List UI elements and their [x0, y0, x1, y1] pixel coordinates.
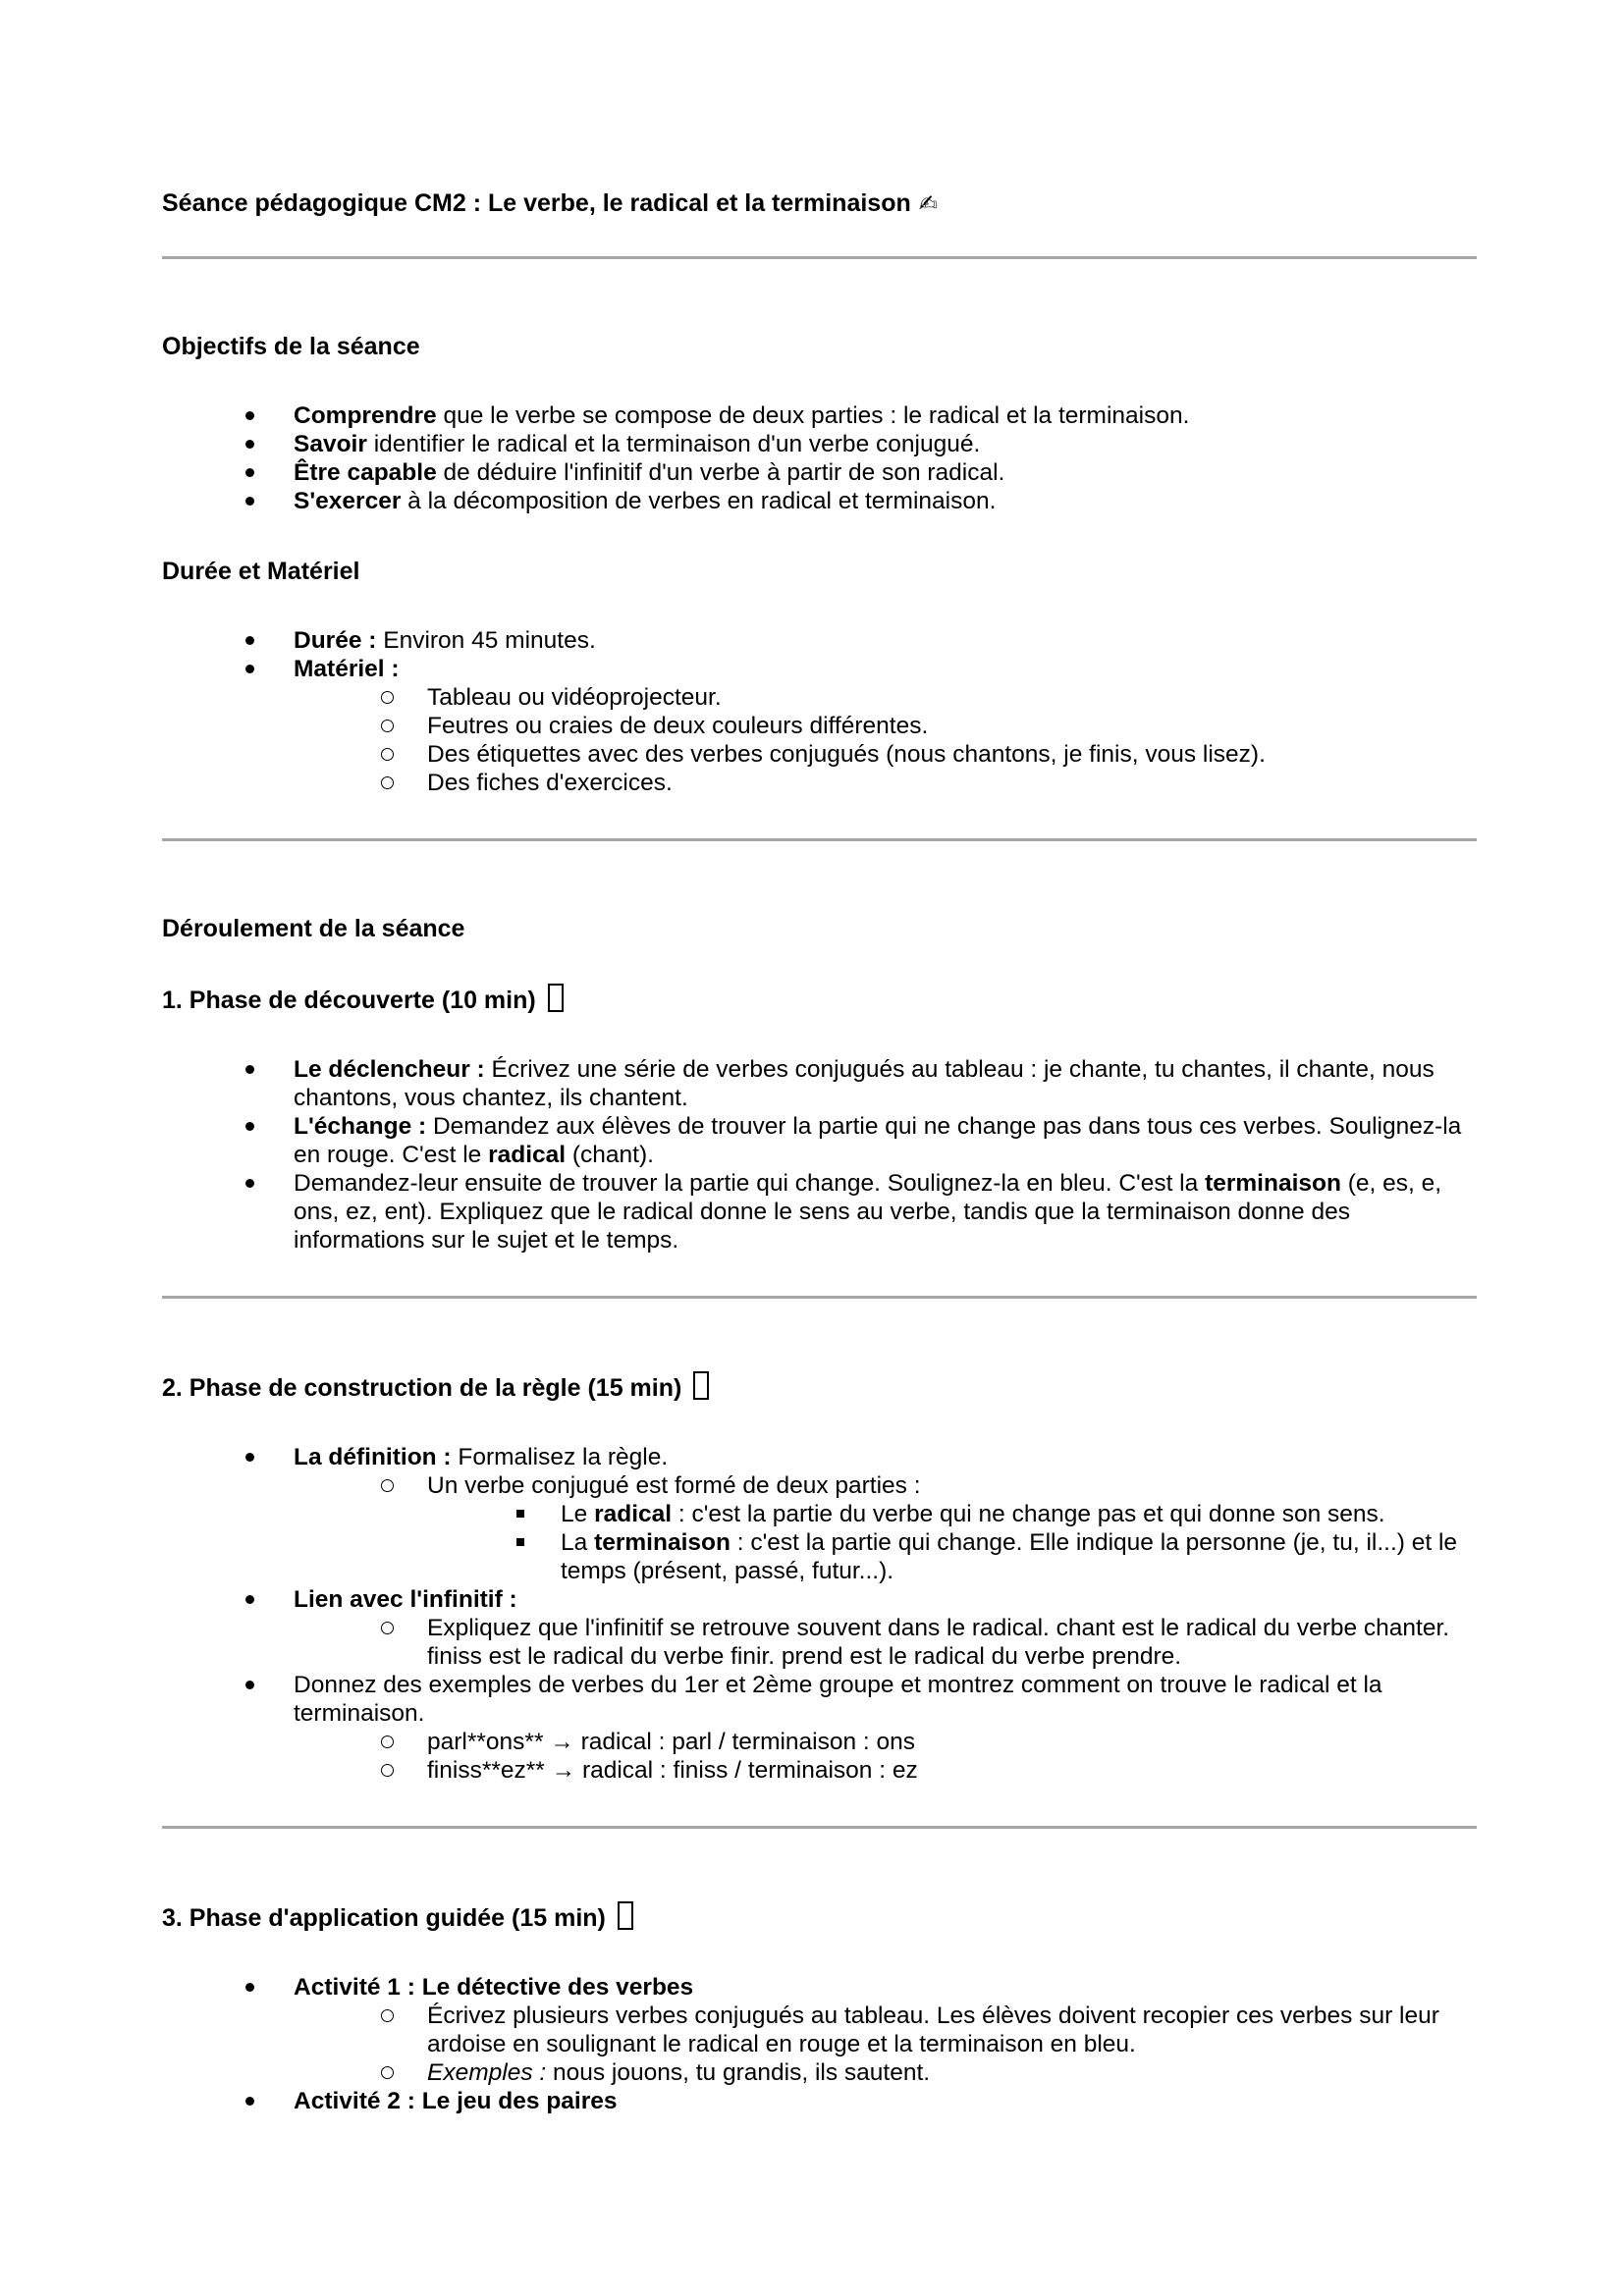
list-item	[162, 1973, 1477, 2002]
text-run: Comprendre	[294, 402, 437, 429]
text-run: Savoir	[294, 431, 367, 457]
bullet-disc-marker	[245, 1595, 254, 1604]
bullet-circle-marker	[381, 2066, 394, 2079]
text-run: à la décomposition de verbes en radical et terminaison.	[401, 488, 997, 514]
list-item-text	[427, 1729, 915, 1755]
text-run: Durée et Matériel	[162, 558, 360, 585]
bullet-disc-marker	[245, 1122, 254, 1131]
text-run: Expliquez que l'infinitif se retrouve souvent dans le radical. chant est le radical du verbe chanter. finiss est le radical du verbe finir. prend est le radical du verbe prendre.	[427, 1615, 1450, 1670]
text-run: Tableau ou vidéoprojecteur.	[427, 684, 722, 711]
text-run: 3. Phase d'application guidée (15 min)	[162, 1904, 613, 1932]
bullet-circle-marker	[381, 1479, 394, 1492]
list-item-text	[561, 1529, 1457, 1584]
list-item	[162, 1055, 1477, 1112]
list-item	[162, 401, 1477, 430]
text-run: Demandez aux élèves de trouver la partie qui ne change pas dans tous ces verbes. Soulignez-la en rouge. C'est le	[294, 1113, 1462, 1168]
bullet-list	[162, 1443, 1477, 1785]
bullet-disc-marker	[245, 1983, 254, 1992]
text-run: Déroulement de la séance	[162, 915, 465, 942]
bullet-list	[162, 626, 1477, 797]
missing-emoji-glyph	[618, 1901, 633, 1930]
section-heading	[162, 914, 1477, 944]
bullet-disc-marker	[245, 1179, 254, 1188]
bullet-disc-marker	[245, 497, 254, 506]
text-run: Le	[561, 1501, 595, 1527]
text-run: 2. Phase de construction de la règle (15 min)	[162, 1374, 689, 1402]
text-run: Des fiches d'exercices.	[427, 770, 673, 796]
list-item-text	[427, 1472, 921, 1499]
bullet-circle-marker	[381, 691, 394, 704]
bullet-circle-marker	[381, 748, 394, 761]
document-title	[162, 188, 1477, 219]
text-run: Durée :	[294, 627, 377, 654]
bullet-list	[162, 1055, 1477, 1255]
text-run: finiss**ez** → radical : finiss / terminaison : ez	[427, 1757, 918, 1784]
horizontal-rule	[162, 1826, 1477, 1829]
text-run: identifier le radical et la terminaison d'un verbe conjugué.	[366, 431, 981, 457]
writing-hand-icon: ✍	[918, 190, 939, 216]
text-run: Le déclencheur :	[294, 1056, 485, 1083]
list-item	[162, 1671, 1477, 1728]
list-item-text	[294, 1113, 1461, 1168]
text-run: nous jouons, tu grandis, ils sautent.	[546, 2059, 931, 2086]
list-item	[162, 487, 1477, 515]
list-item-text	[294, 431, 980, 457]
bullet-disc-marker	[245, 468, 254, 477]
horizontal-rule	[162, 256, 1477, 259]
list-item	[162, 2002, 1477, 2058]
list-item	[162, 430, 1477, 458]
list-item-text	[427, 1615, 1449, 1670]
bullet-disc-marker	[245, 636, 254, 645]
text-run: Des étiquettes avec des verbes conjugués (nous chantons, je finis, vous lisez).	[427, 741, 1266, 768]
bullet-circle-marker	[381, 1735, 394, 1748]
list-item-text	[294, 1444, 668, 1470]
bullet-disc-marker	[245, 1453, 254, 1462]
text-run: Un verbe conjugué est formé de deux parties :	[427, 1472, 921, 1499]
bullet-circle-marker	[381, 1622, 394, 1634]
text-run: La définition :	[294, 1444, 452, 1470]
list-item-text	[294, 1672, 1382, 1727]
text-run: radical	[594, 1501, 673, 1527]
list-item-text	[427, 741, 1266, 768]
bullet-circle-marker	[381, 776, 394, 789]
list-item-text	[427, 2059, 930, 2086]
horizontal-rule	[162, 1296, 1477, 1299]
list-item-text	[294, 459, 1004, 486]
bullet-square-marker	[516, 1538, 524, 1546]
section-heading	[162, 984, 1477, 1016]
list-item	[162, 769, 1477, 797]
list-item	[162, 1528, 1477, 1585]
text-run: Écrivez une série de verbes conjugués au tableau : je chante, tu chantes, il chante, nous chantons, vous chantez, ils chantent.	[294, 1056, 1435, 1111]
list-item-text	[294, 402, 1189, 429]
list-item-text	[294, 1974, 693, 2001]
text-run: (e, es, e, ons, ez, ent). Expliquez que le radical donne le sens au verbe, tandis que la terminaison donne des informations sur le sujet et le temps.	[294, 1170, 1442, 1254]
text-run: Activité 1 : Le détective des verbes	[294, 1974, 694, 2001]
bullet-circle-marker	[381, 2009, 394, 2022]
list-item	[162, 1169, 1477, 1255]
section-heading	[162, 332, 1477, 362]
list-item	[162, 1112, 1477, 1169]
text-run: de déduire l'infinitif d'un verbe à partir de son radical.	[436, 459, 1005, 486]
text-run: terminaison	[594, 1529, 731, 1556]
list-item	[162, 626, 1477, 655]
section-heading	[162, 557, 1477, 587]
bullet-circle-marker	[381, 1764, 394, 1777]
list-item	[162, 1756, 1477, 1785]
list-item	[162, 712, 1477, 740]
section-heading	[162, 1371, 1477, 1404]
text-run: (chant).	[566, 1142, 654, 1168]
text-run: 1. Phase de découverte (10 min)	[162, 987, 543, 1014]
document-title-text: Séance pédagogique CM2 : Le verbe, le radical et la terminaison	[162, 189, 911, 217]
list-item-text	[294, 2088, 618, 2114]
section-heading	[162, 1901, 1477, 1934]
list-item-text	[294, 1586, 517, 1613]
text-run: Objectifs de la séance	[162, 333, 420, 360]
list-item	[162, 1585, 1477, 1614]
list-item-text	[561, 1501, 1385, 1527]
list-item	[162, 683, 1477, 712]
bullet-list	[162, 1973, 1477, 2115]
list-item	[162, 2058, 1477, 2087]
bullet-disc-marker	[245, 1681, 254, 1689]
text-run: Activité 2 : Le jeu des paires	[294, 2088, 618, 2114]
text-run: Écrivez plusieurs verbes conjugués au tableau. Les élèves doivent recopier ces verbes sur leur ardoise en soulignant le radical en rouge et la terminaison en bleu.	[427, 2002, 1439, 2057]
bullet-disc-marker	[245, 665, 254, 673]
list-item-text	[294, 1056, 1435, 1111]
list-item	[162, 655, 1477, 683]
list-item-text	[294, 488, 996, 514]
text-run: Feutres ou craies de deux couleurs différentes.	[427, 713, 929, 739]
bullet-disc-marker	[245, 411, 254, 420]
text-run: que le verbe se compose de deux parties : le radical et la terminaison.	[436, 402, 1190, 429]
list-item	[162, 1443, 1477, 1471]
text-run: : c'est la partie qui change. Elle indique la personne (je, tu, il...) et le temps (présent, passé, futur...).	[561, 1529, 1458, 1584]
text-run: L'échange :	[294, 1113, 427, 1140]
text-run: parl**ons** → radical : parl / terminaison : ons	[427, 1729, 916, 1755]
missing-emoji-glyph	[548, 984, 564, 1012]
list-item-text	[427, 1757, 918, 1784]
text-run: Matériel :	[294, 656, 400, 682]
text-run: S'exercer	[294, 488, 402, 514]
text-run: radical	[488, 1142, 567, 1168]
bullet-square-marker	[516, 1510, 524, 1518]
list-item-text	[294, 656, 400, 682]
text-run: Donnez des exemples de verbes du 1er et 2ème groupe et montrez comment on trouve le radical et la terminaison.	[294, 1672, 1382, 1727]
text-run: Demandez-leur ensuite de trouver la partie qui change. Soulignez-la en bleu. C'est la	[294, 1170, 1206, 1197]
bullet-disc-marker	[245, 2097, 254, 2106]
text-run: Formalisez la règle.	[451, 1444, 669, 1470]
list-item	[162, 458, 1477, 487]
text-run: : c'est la partie du verbe qui ne change pas et qui donne son sens.	[672, 1501, 1385, 1527]
horizontal-rule	[162, 838, 1477, 841]
bullet-disc-marker	[245, 1065, 254, 1074]
text-run: Lien avec l'infinitif :	[294, 1586, 517, 1613]
list-item	[162, 740, 1477, 769]
missing-emoji-glyph	[693, 1371, 709, 1400]
list-item-text	[294, 1170, 1441, 1254]
text-run: La	[561, 1529, 595, 1556]
list-item	[162, 1614, 1477, 1671]
list-item	[162, 1471, 1477, 1500]
text-run: Exemples :	[427, 2059, 547, 2086]
bullet-disc-marker	[245, 440, 254, 449]
list-item-text	[294, 627, 596, 654]
bullet-list	[162, 401, 1477, 515]
list-item-text	[427, 770, 673, 796]
list-item-text	[427, 2002, 1439, 2057]
list-item	[162, 1500, 1477, 1528]
list-item-text	[427, 713, 928, 739]
list-item-text	[427, 684, 722, 711]
list-item	[162, 2087, 1477, 2115]
document-body	[162, 256, 1477, 2115]
bullet-circle-marker	[381, 720, 394, 732]
text-run: Être capable	[294, 459, 437, 486]
list-item	[162, 1728, 1477, 1756]
text-run: Environ 45 minutes.	[376, 627, 596, 654]
text-run: terminaison	[1205, 1170, 1341, 1197]
